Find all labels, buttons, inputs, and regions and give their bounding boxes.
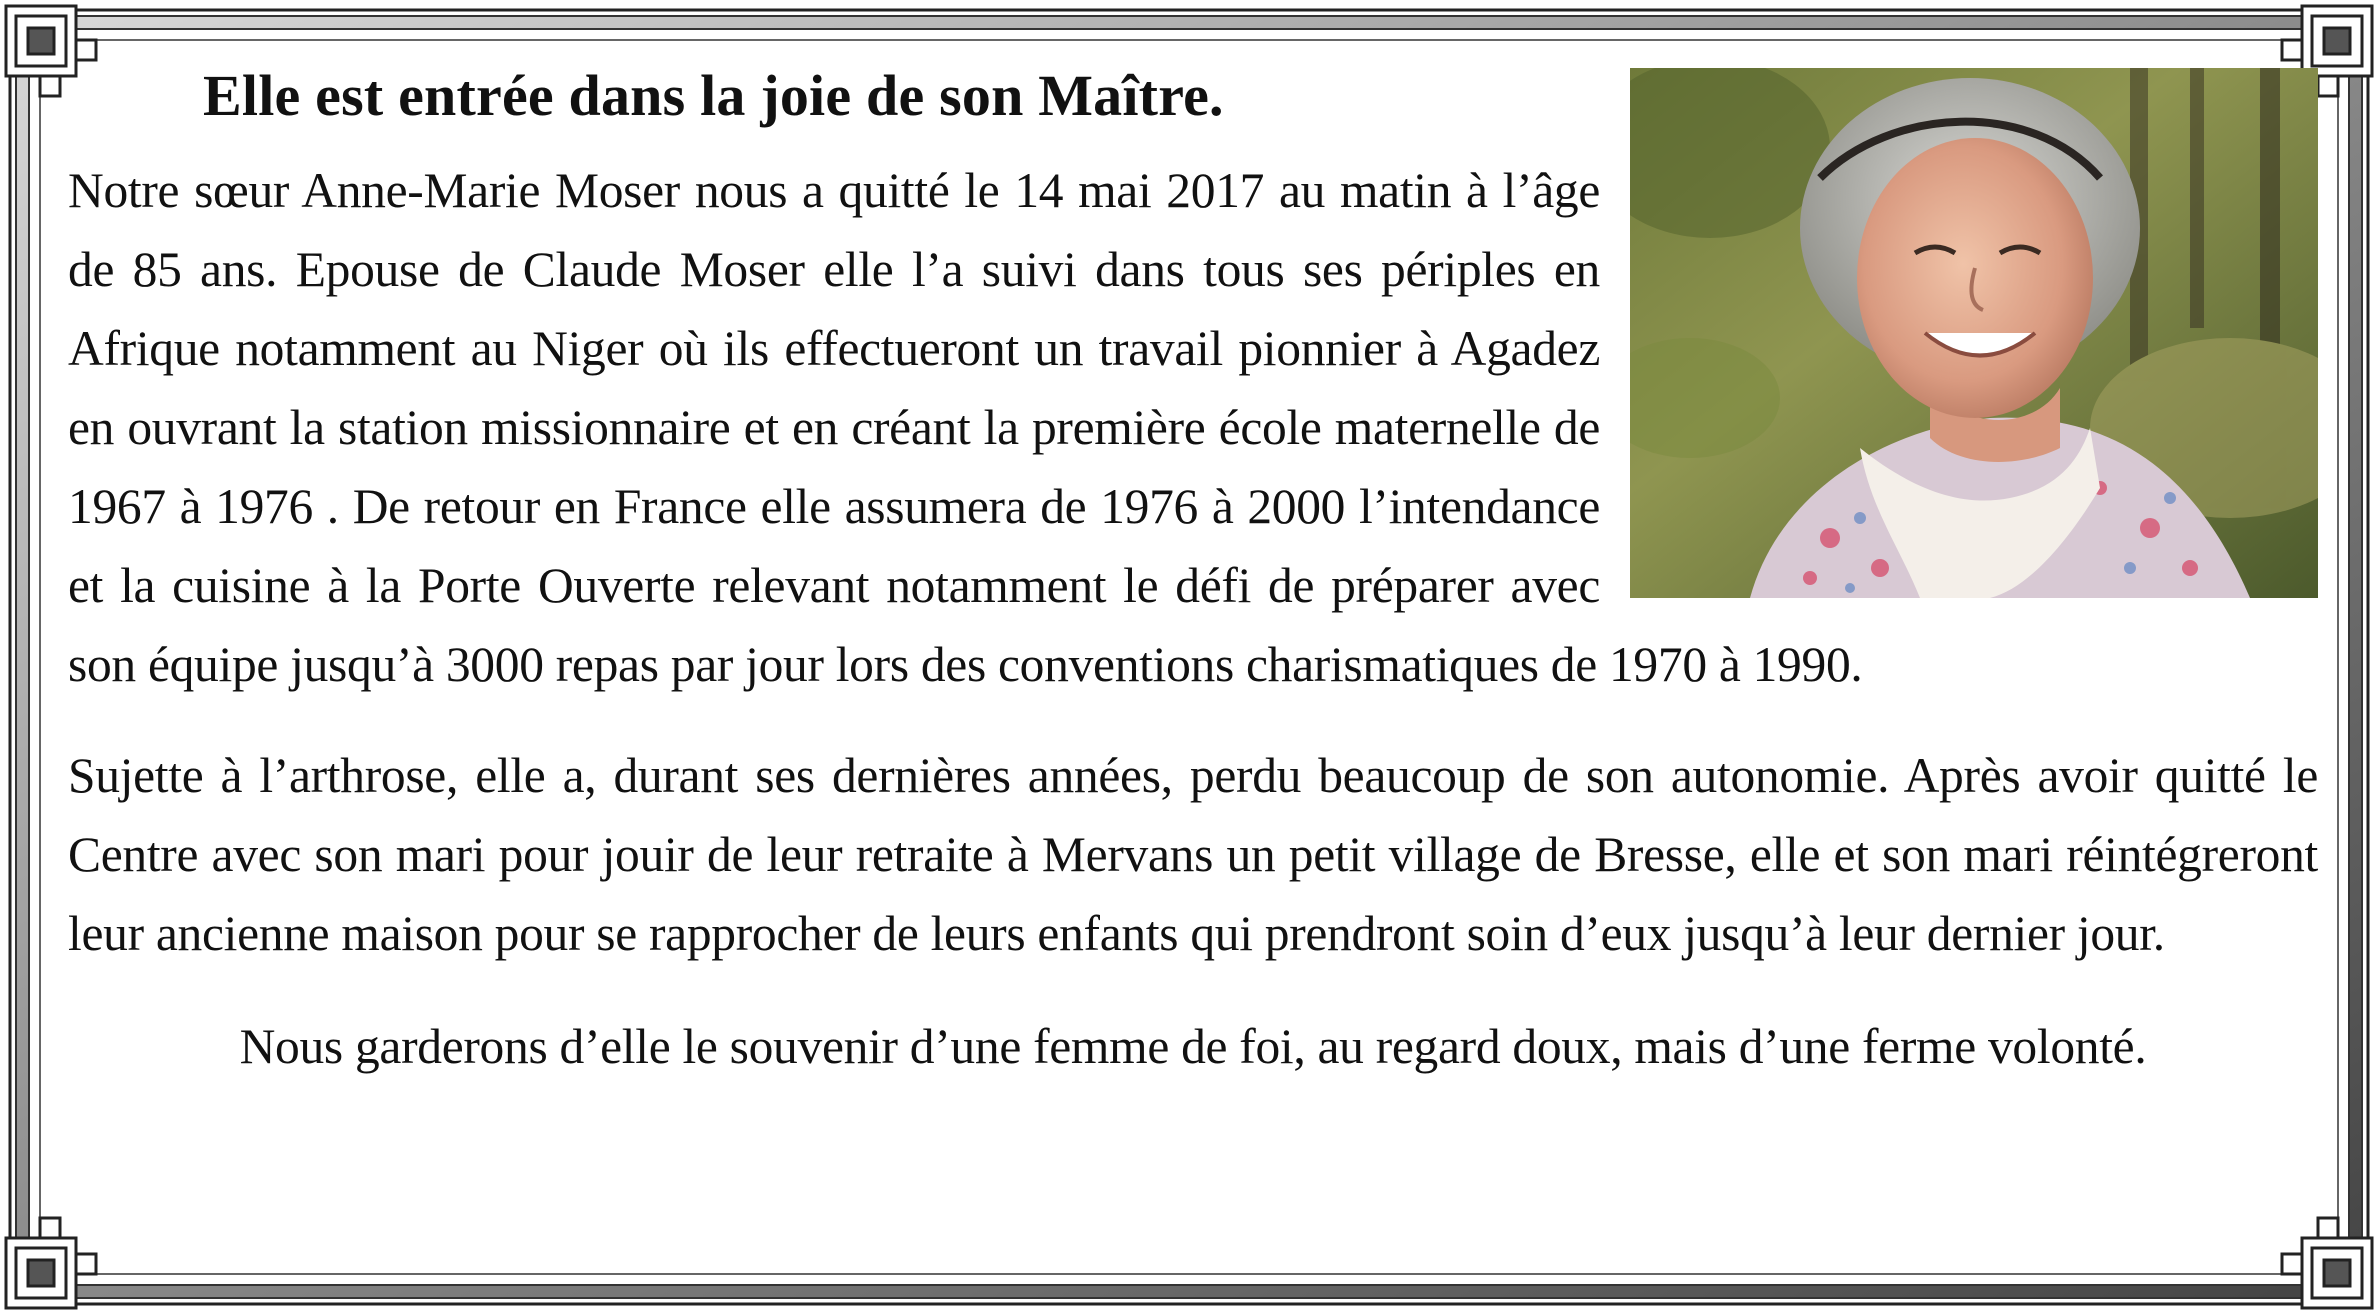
obituary-content xyxy=(68,52,2318,1272)
obituary-title: Elle est entrée dans la joie de son Maître. xyxy=(203,63,1224,128)
paragraph-closing: Nous garderons d’elle le souvenir d’une femme de foi, au regard doux, mais d’une ferme volonté. xyxy=(239,1019,2147,1074)
paragraph-biography: Notre sœur Anne-Marie Moser nous a quitté le 14 mai 2017 au matin à l’âge de 85 ans. Epouse de Claude Moser elle l’a suivi dans tous ses périples en Afrique notamment au Niger où ils effectueront un travail pionnier à Agadez en ouvrant la station missionnaire et en créant la première école maternelle de 1967 à 1976 . De retour en France elle assumera de 1976 à 2000 l’intendance et la cuisine à la Porte Ouverte relevant notamment le défi de préparer avec son équipe jusqu’à 3000 repas par jour lors des conventions charismatiques de 1970 à 1990. xyxy=(68,163,1863,692)
paragraph-later-years: Sujette à l’arthrose, elle a, durant ses dernières années, perdu beaucoup de son autonomie. Après avoir quitté le Centre avec son mari pour jouir de leur retraite à Mervans un petit village de Bresse, elle et son mari réintégreront leur ancienne maison pour se rapprocher de leurs enfants qui prendront soin d’eux jusqu’à leur dernier jour. xyxy=(68,748,2318,961)
portrait-photo xyxy=(1630,68,2318,598)
